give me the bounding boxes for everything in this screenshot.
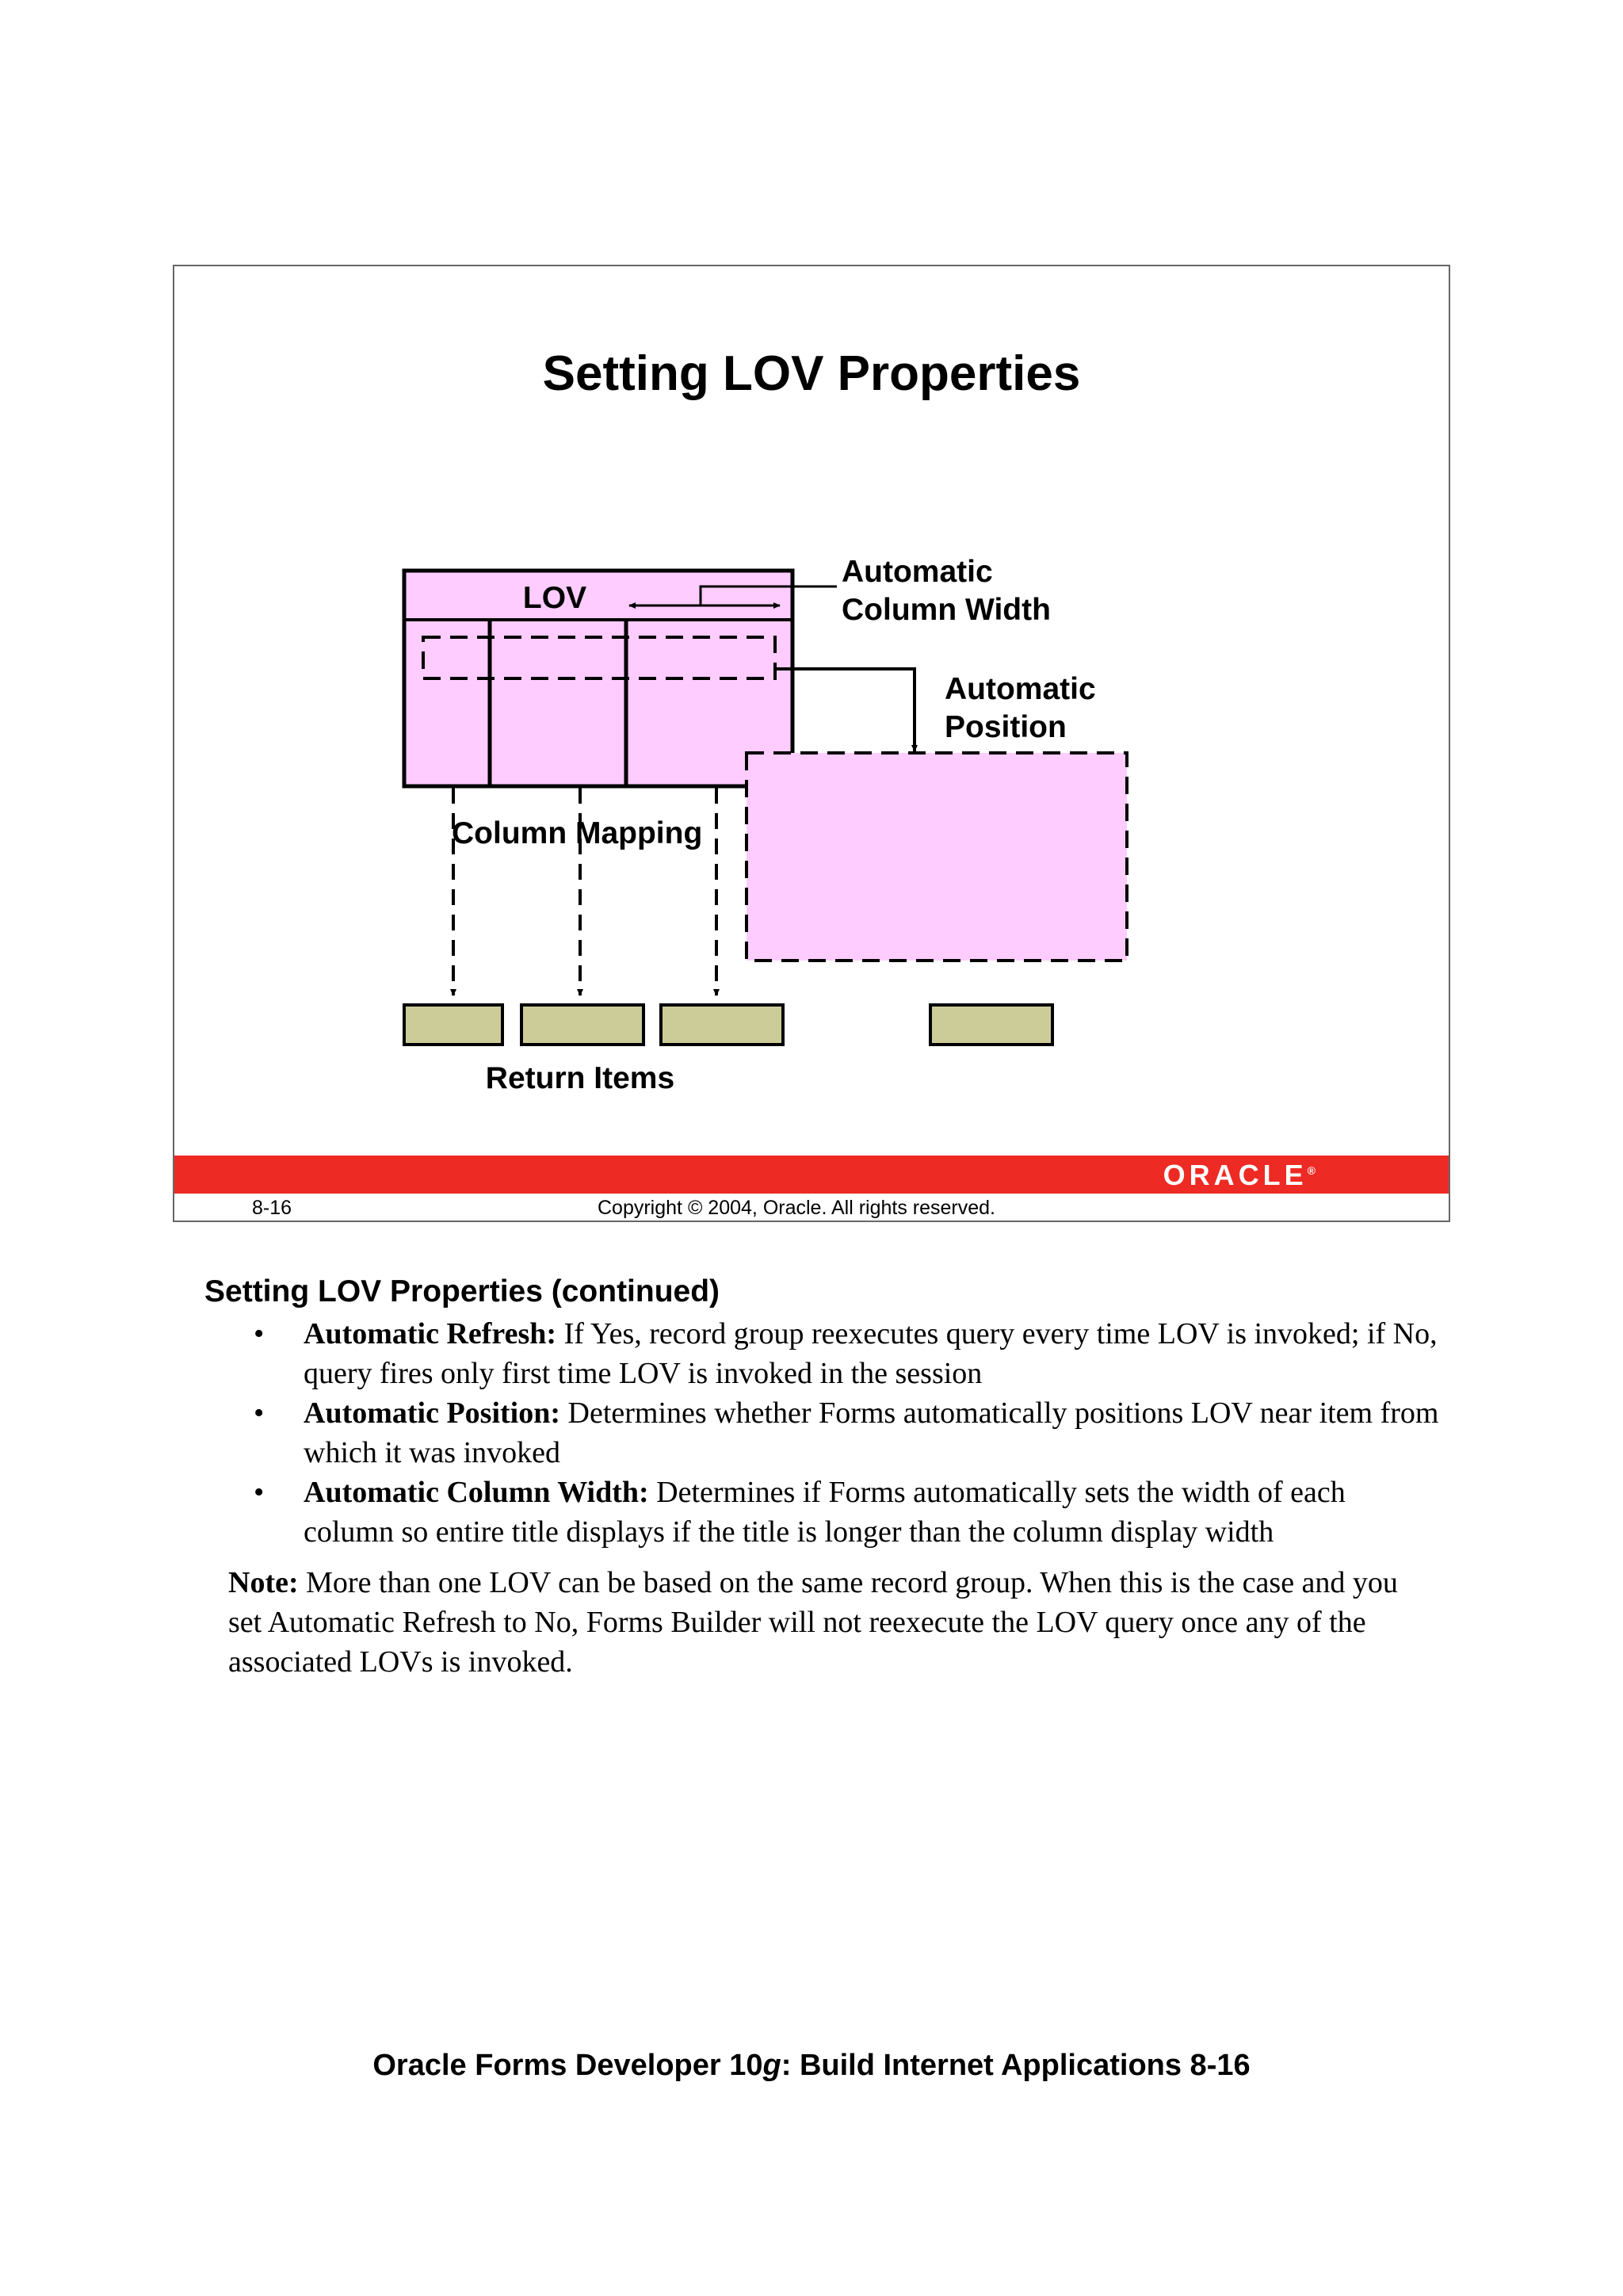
note-paragraph	[228, 1563, 1433, 1682]
auto-position-label-1: Automatic	[945, 672, 1096, 706]
notes-heading: Setting LOV Properties (continued)	[204, 1274, 720, 1308]
auto-col-width-label-1: Automatic	[842, 555, 993, 589]
bullet-automatic-column-width	[254, 1473, 1441, 1552]
lov-diagram	[174, 266, 1449, 1154]
bullet-text: If Yes, record group reexecutes query every time LOV is invoked; if No, query fires only first time LOV is invoked in the session	[304, 1317, 1438, 1390]
slide-number: 8-16	[252, 1197, 292, 1219]
slide-title: Setting LOV Properties	[542, 346, 1081, 401]
slide-footer-bar	[174, 1156, 1449, 1194]
bullet-text: Determines whether Forms automatically positions LOV near item from which it was invoked	[304, 1396, 1439, 1469]
return-items-label: Return Items	[485, 1061, 675, 1095]
notes-section	[204, 1274, 1441, 1682]
copyright-notice: Copyright © 2004, Oracle. All rights reserved.	[598, 1197, 995, 1219]
bullet-automatic-refresh	[254, 1314, 1441, 1393]
bullet-automatic-position	[254, 1393, 1441, 1473]
bullet-dot-icon: •	[254, 1317, 265, 1350]
return-item-2	[521, 1005, 643, 1045]
oracle-logo: ORACLE®	[1163, 1159, 1316, 1191]
page-footer: Oracle Forms Developer 10g: Build Internet Applications 8-16	[372, 2049, 1251, 2082]
slide-footer	[174, 1195, 1449, 1221]
lov-auto-position-box	[747, 753, 1127, 961]
bullet-term: Automatic Column Width:	[304, 1476, 649, 1509]
auto-position-label-2: Position	[945, 710, 1067, 744]
lov-label: LOV	[522, 581, 587, 615]
bullet-dot-icon: •	[254, 1476, 265, 1509]
note-label: Note:	[228, 1566, 299, 1599]
return-item-1	[404, 1005, 502, 1045]
bullet-term: Automatic Refresh:	[304, 1317, 557, 1350]
bullet-term: Automatic Position:	[304, 1396, 561, 1430]
slide-frame	[173, 265, 1450, 1222]
return-item-4	[930, 1005, 1052, 1045]
bullet-dot-icon: •	[254, 1396, 265, 1430]
column-mapping-label: Column Mapping	[452, 816, 703, 850]
notes-bullet-list	[204, 1314, 1441, 1552]
bullet-text: Determines if Forms automatically sets the width of each column so entire title displays if the title is longer than the column display width	[304, 1476, 1346, 1549]
note-text: More than one LOV can be based on the same record group. When this is the case and you set Automatic Refresh to No, Forms Builder will not reexecute the LOV query once any of the associated LOVs is invoked.	[228, 1566, 1398, 1679]
auto-position-leader	[777, 669, 915, 751]
return-item-3	[661, 1005, 783, 1045]
auto-col-width-label-2: Column Width	[842, 593, 1051, 627]
